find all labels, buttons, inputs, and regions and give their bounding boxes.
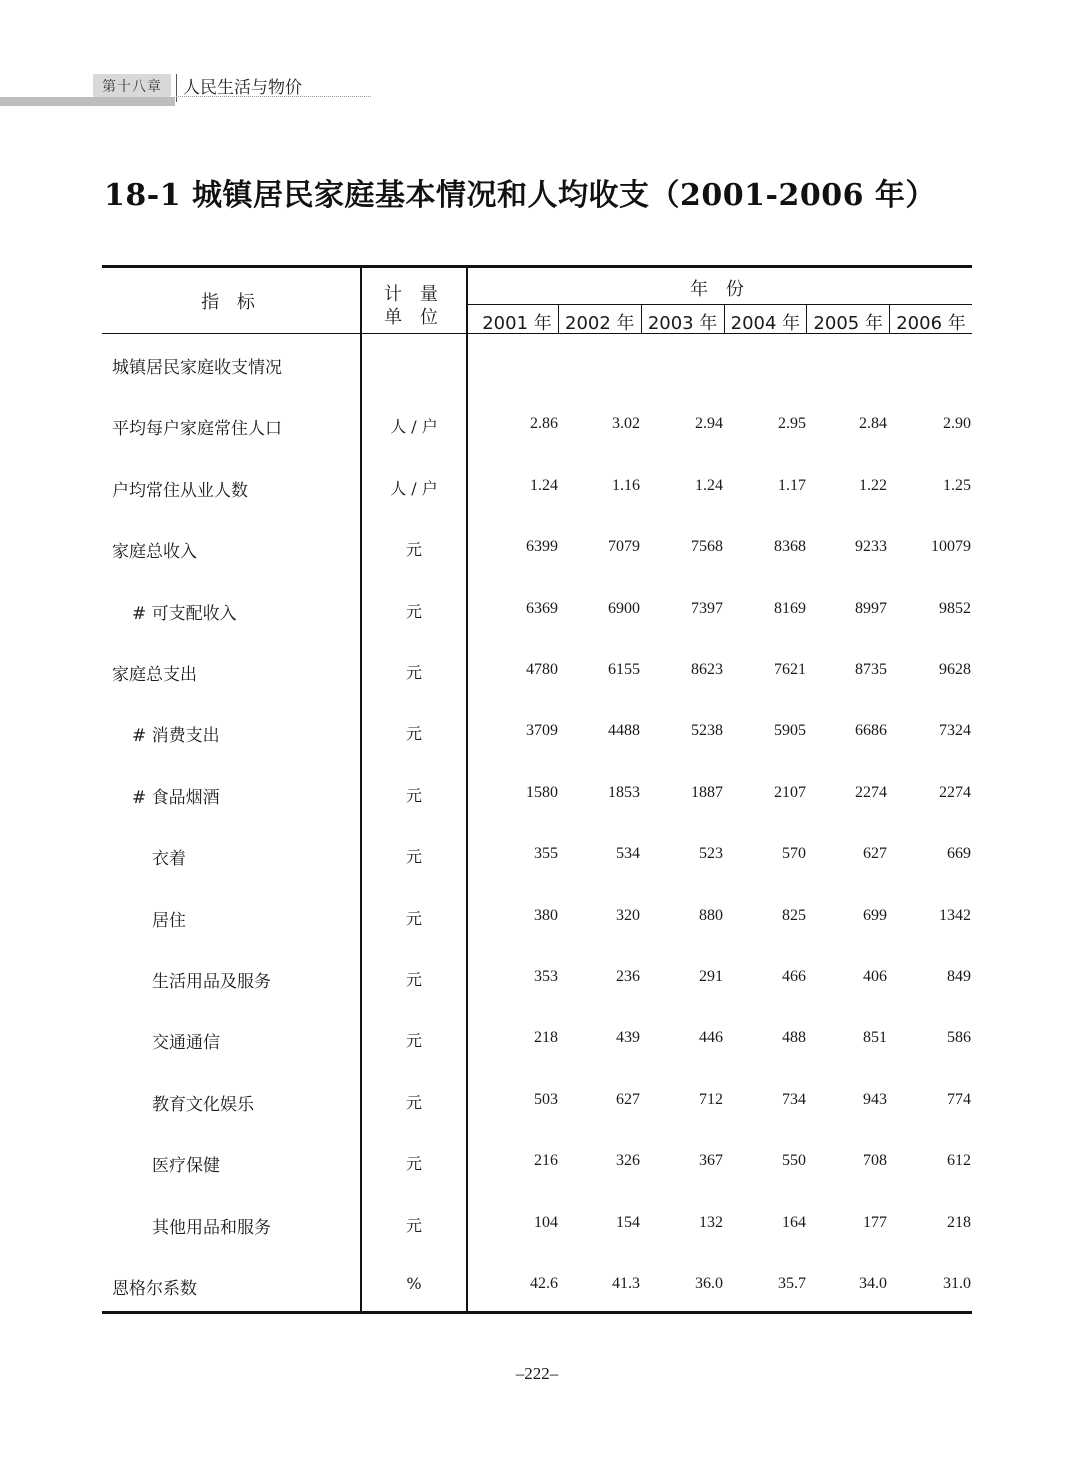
table-row	[0, 721, 1074, 751]
row-value: 177	[863, 1213, 887, 1231]
table-row	[0, 783, 1074, 813]
row-label: 医疗保健	[152, 1156, 220, 1177]
row-value: 8169	[774, 599, 806, 617]
row-value: 943	[863, 1090, 887, 1108]
row-value: 627	[616, 1090, 640, 1108]
row-value: 132	[699, 1213, 723, 1231]
row-value: 503	[534, 1090, 558, 1108]
header-dotted-rule	[176, 96, 371, 97]
chapter-badge: 第十八章	[93, 74, 171, 97]
row-unit: 元	[405, 663, 422, 682]
table-title: 18-1 城镇居民家庭基本情况和人均收支（2001-2006 年）	[104, 178, 936, 213]
row-unit: 元	[405, 785, 422, 805]
table-row	[0, 1151, 1074, 1181]
row-value: 353	[534, 968, 558, 985]
row-unit: 元	[405, 540, 422, 560]
table-row	[0, 906, 1074, 936]
row-value: 534	[616, 845, 640, 863]
row-value: 2.90	[943, 415, 971, 433]
year-header-cell: 2003 年	[647, 313, 718, 334]
row-value: 4780	[526, 661, 558, 678]
year-header-divider	[889, 304, 890, 333]
row-value: 6369	[526, 599, 558, 617]
row-value: 9233	[855, 538, 887, 556]
header-unit-line1: 计 量	[384, 284, 444, 305]
row-label: 平均每户家庭常住人口	[112, 419, 282, 440]
row-value: 669	[947, 845, 971, 863]
row-value: 36.0	[695, 1275, 723, 1292]
row-value: 355	[534, 845, 558, 863]
row-value: 439	[616, 1029, 640, 1047]
row-value: 7568	[691, 538, 723, 556]
row-value: 1.17	[778, 476, 806, 494]
year-group-rule	[468, 304, 972, 305]
row-value: 216	[534, 1152, 558, 1170]
row-value: 2107	[774, 783, 806, 801]
row-value: 406	[863, 968, 887, 985]
row-value: 8997	[855, 599, 887, 617]
table-row	[0, 353, 1074, 383]
table-bottom-rule	[102, 1311, 972, 1314]
row-unit: %	[406, 1274, 422, 1293]
row-label: 教育文化娱乐	[152, 1094, 254, 1115]
row-value: 1342	[939, 906, 971, 924]
year-header-divider	[641, 304, 642, 333]
row-label: 居住	[152, 910, 186, 931]
row-value: 104	[534, 1213, 558, 1231]
row-label: 城镇居民家庭收支情况	[112, 358, 282, 378]
row-value: 218	[534, 1029, 558, 1047]
row-unit: 元	[405, 908, 422, 928]
year-header-divider	[724, 304, 725, 333]
row-value: 31.0	[943, 1275, 971, 1292]
row-value: 6900	[608, 599, 640, 617]
row-value: 1580	[526, 783, 558, 801]
header-gray-bar	[0, 97, 175, 106]
row-value: 8735	[855, 661, 887, 678]
row-value: 3.02	[612, 415, 640, 433]
row-value: 164	[782, 1213, 806, 1231]
table-row	[0, 599, 1074, 629]
row-value: 586	[947, 1029, 971, 1047]
table-row	[0, 1213, 1074, 1243]
row-unit: 元	[405, 970, 422, 989]
year-header-cell: 2004 年	[730, 313, 801, 334]
header-year-group: 年 份	[690, 279, 750, 300]
header-unit-line2: 单 位	[384, 307, 444, 328]
row-value: 774	[947, 1090, 971, 1108]
row-value: 35.7	[778, 1275, 806, 1292]
row-label: # 食品烟酒	[132, 787, 220, 808]
table-row	[0, 1090, 1074, 1120]
chapter-title: 人民生活与物价	[183, 78, 302, 98]
row-value: 1.25	[943, 476, 971, 494]
row-unit: 元	[405, 1215, 422, 1235]
row-value: 5905	[774, 722, 806, 740]
row-value: 627	[863, 845, 887, 863]
row-value: 849	[947, 968, 971, 985]
row-value: 7397	[691, 599, 723, 617]
header-indicator: 指 标	[201, 292, 261, 313]
row-value: 41.3	[612, 1275, 640, 1292]
row-value: 1.24	[695, 476, 723, 494]
row-value: 9852	[939, 599, 971, 617]
row-value: 6686	[855, 722, 887, 740]
row-value: 612	[947, 1152, 971, 1170]
row-value: 367	[699, 1152, 723, 1170]
row-value: 1.22	[859, 476, 887, 494]
row-value: 2274	[939, 783, 971, 801]
row-value: 851	[863, 1029, 887, 1047]
row-value: 7621	[774, 661, 806, 678]
row-value: 2.84	[859, 415, 887, 433]
row-value: 466	[782, 968, 806, 985]
row-value: 6155	[608, 661, 640, 678]
row-value: 734	[782, 1090, 806, 1108]
row-value: 9628	[939, 661, 971, 678]
row-label: 衣着	[152, 849, 186, 870]
row-value: 488	[782, 1029, 806, 1047]
row-value: 7324	[939, 722, 971, 740]
row-value: 708	[863, 1152, 887, 1170]
row-label: 生活用品及服务	[152, 972, 271, 992]
row-value: 10079	[931, 538, 971, 556]
row-unit: 元	[405, 1031, 422, 1051]
row-value: 2.95	[778, 415, 806, 433]
header-separator	[176, 74, 177, 102]
row-value: 699	[863, 906, 887, 924]
row-label: 家庭总收入	[112, 542, 197, 563]
row-label: 交通通信	[152, 1033, 220, 1054]
table-row	[0, 537, 1074, 567]
row-value: 291	[699, 968, 723, 985]
row-value: 4488	[608, 722, 640, 740]
row-unit: 元	[405, 1092, 422, 1112]
row-value: 42.6	[530, 1275, 558, 1292]
row-value: 380	[534, 906, 558, 924]
row-value: 236	[616, 968, 640, 985]
row-value: 8368	[774, 538, 806, 556]
table-row	[0, 476, 1074, 506]
year-header-cell: 2006 年	[896, 313, 966, 334]
row-value: 218	[947, 1213, 971, 1231]
row-value: 7079	[608, 538, 640, 556]
row-unit: 元	[405, 847, 422, 867]
row-value: 1853	[608, 783, 640, 801]
page-number: –222–	[515, 1364, 559, 1383]
row-value: 550	[782, 1152, 806, 1170]
row-value: 1.24	[530, 476, 558, 494]
row-value: 2274	[855, 783, 887, 801]
row-unit: 人 / 户	[390, 478, 438, 498]
row-value: 5238	[691, 722, 723, 740]
year-header-cell: 2005 年	[813, 313, 883, 334]
row-value: 523	[699, 845, 723, 863]
table-row	[0, 660, 1074, 690]
table-top-rule	[102, 265, 972, 268]
row-value: 34.0	[859, 1275, 887, 1292]
row-label: 家庭总支出	[112, 665, 197, 685]
row-value: 1.16	[612, 476, 640, 494]
row-value: 6399	[526, 538, 558, 556]
row-label: # 消费支出	[132, 726, 220, 747]
row-label: 其他用品和服务	[152, 1217, 271, 1238]
row-label: 恩格尔系数	[112, 1279, 197, 1299]
row-value: 3709	[526, 722, 558, 740]
table-row	[0, 844, 1074, 874]
year-header-divider	[558, 304, 559, 333]
row-value: 880	[699, 906, 723, 924]
table-row	[0, 967, 1074, 997]
year-header-cell: 2001 年	[482, 313, 552, 334]
row-value: 446	[699, 1029, 723, 1047]
table-row	[0, 1028, 1074, 1058]
row-value: 320	[616, 906, 640, 924]
row-label: # 可支配收入	[132, 603, 237, 624]
row-unit: 元	[405, 724, 422, 744]
row-value: 2.94	[695, 415, 723, 433]
year-header-cell: 2002 年	[565, 313, 635, 334]
year-header-divider	[806, 304, 807, 333]
row-value: 1887	[691, 783, 723, 801]
row-value: 2.86	[530, 415, 558, 433]
row-value: 154	[616, 1213, 640, 1231]
table-row	[0, 414, 1074, 444]
row-unit: 元	[405, 1154, 422, 1174]
table-row	[0, 1274, 1074, 1304]
row-value: 712	[699, 1090, 723, 1108]
row-value: 825	[782, 906, 806, 924]
row-value: 8623	[691, 661, 723, 678]
row-unit: 元	[405, 601, 422, 621]
row-value: 326	[616, 1152, 640, 1170]
row-label: 户均常住从业人数	[112, 480, 248, 501]
row-value: 570	[782, 845, 806, 863]
row-unit: 人 / 户	[390, 417, 438, 437]
